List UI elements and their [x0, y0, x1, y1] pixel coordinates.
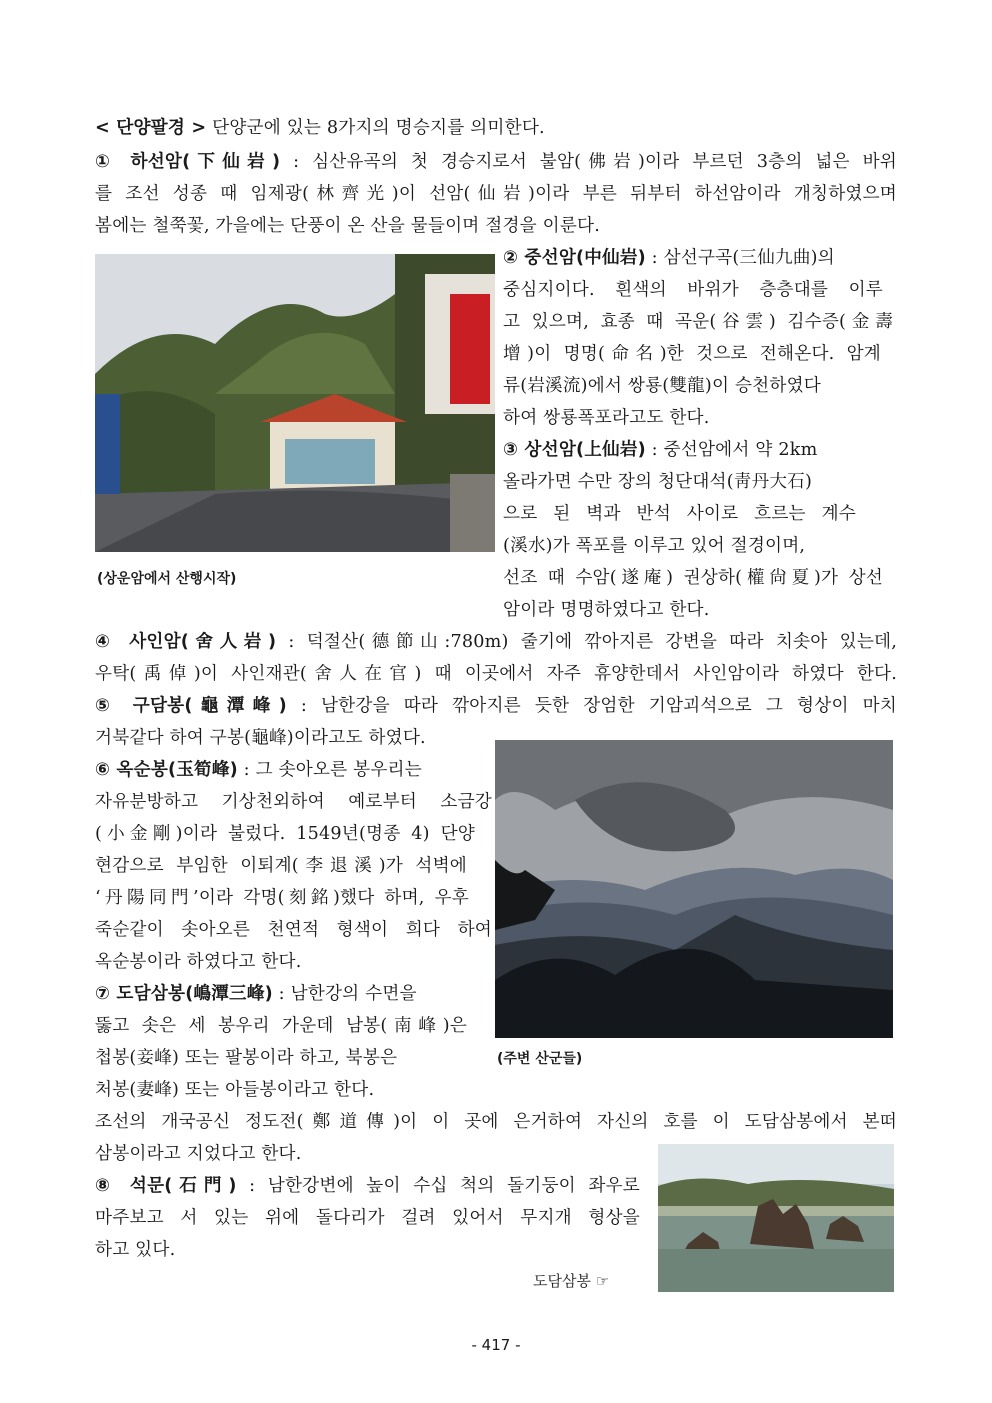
item-7-line-1	[95, 984, 475, 1004]
item-2-line-4: 增)이 명명(命名)한 것으로 전해온다. 암계	[503, 344, 881, 364]
item-2-line-6: 하여 쌍룡폭포라고도 한다.	[503, 408, 710, 428]
item-8-text: : 남한강변에 높이 수십 척의 돌기둥이 좌우로	[236, 1176, 640, 1196]
item-7-line-6: 삼봉이라고 지었다고 한다.	[95, 1144, 302, 1164]
item-7-heading: ⑦ 도담삼봉(嶋潭三峰)	[95, 984, 273, 1004]
item-3-line-3: 으로 된 벽과 반석 사이로 흐르는 계수	[503, 504, 856, 524]
item-4-line-2: 우탁(禹倬)이 사인재관(舍人在官) 때 이곳에서 자주 휴양한데서 사인암이라 하였다 한다.	[95, 664, 897, 684]
item-1-line-3: 봄에는 철쭉꽃, 가을에는 단풍이 온 산을 물들이며 절경을 이룬다.	[95, 216, 601, 236]
page-number: - 417 -	[471, 1336, 521, 1354]
item-6-line-5: ‘丹陽同門’이라 각명(刻銘)했다 하며, 우후	[95, 888, 469, 908]
item-1-text: : 심산유곡의 첫 경승지로서 불암(佛岩)이라 부르던 3층의 넓은 바위	[280, 152, 897, 172]
photo-dodamsambong	[658, 1144, 894, 1292]
item-7-line-2: 뚫고 솟은 세 봉우리 가운데 남봉(南峰)은	[95, 1016, 467, 1036]
item-6-line-4: 현감으로 부임한 이퇴계(李退溪)가 석벽에	[95, 856, 467, 876]
item-4-heading: ④ 사인암(舍人岩)	[95, 632, 277, 652]
item-3-line-5: 선조 때 수암(遂庵) 권상하(權尙夏)가 상선	[503, 568, 883, 588]
item-7-line-3: 첩봉(妾峰) 또는 팔봉이라 하고, 북봉은	[95, 1048, 398, 1068]
item-6-heading: ⑥ 옥순봉(玉筍峰)	[95, 760, 238, 780]
item-3-heading: ③ 상선암(上仙岩)	[503, 440, 646, 460]
intro-text: 단양군에 있는 8가지의 명승지를 의미한다.	[206, 118, 545, 138]
item-2-line-5: 류(岩溪流)에서 쌍룡(雙龍)이 승천하였다	[503, 376, 821, 396]
item-5-text: : 남한강을 따라 깎아지른 듯한 장엄한 기암괴석으로 그 형상이 마치	[286, 696, 897, 716]
item-4-text: : 덕절산(德節山:780m) 줄기에 깎아지른 강변을 따라 치솟아 있는데,	[276, 632, 898, 652]
item-3-line-4: (溪水)가 폭포를 이루고 있어 절경이며,	[503, 536, 806, 556]
item-1-line-2: 를 조선 성종 때 임제광(林齊光)이 선암(仙岩)이라 부른 뒤부터 하선암이라 개칭하였으며	[95, 184, 897, 204]
item-5-line-1	[95, 696, 897, 716]
item-7-text: : 남한강의 수면을	[272, 984, 417, 1004]
item-6-line-6: 죽순같이 솟아오른 천연적 형색이 희다 하여	[95, 920, 492, 940]
item-8-line-3: 하고 있다.	[95, 1240, 176, 1260]
item-6-line-2: 자유분방하고 기상천외하여 예로부터 소금강	[95, 792, 492, 812]
item-1-heading: ① 하선암(下仙岩)	[95, 152, 281, 172]
item-7-line-5: 조선의 개국공신 정도전(鄭道傳)이 이 곳에 은거하여 자신의 호를 이 도담삼봉에서 본떠	[95, 1112, 897, 1132]
item-2-text: : 삼선구곡(三仙九曲)의	[645, 248, 835, 268]
photo-sangunam-trailhead	[95, 254, 495, 552]
photo-2-caption: (주변 산군들)	[497, 1051, 583, 1067]
item-8-line-2: 마주보고 서 있는 위에 돌다리가 걸려 있어서 무지개 형상을	[95, 1208, 640, 1228]
item-2-line-3: 고 있으며, 효종 때 곡운(谷雲) 김수증(金壽	[503, 312, 893, 332]
item-3-line-6: 암이라 명명하였다고 한다.	[503, 600, 710, 620]
item-3-line-1	[503, 440, 883, 460]
section-title: < 단양팔경 >	[95, 118, 207, 138]
item-2-heading: ② 중선암(中仙岩)	[503, 248, 646, 268]
photo-3-caption: 도담삼봉 ☞	[533, 1272, 610, 1290]
item-2-line-1	[503, 248, 883, 268]
item-8-line-1	[95, 1176, 640, 1196]
item-6-line-3: (小金剛)이라 불렀다. 1549년(명종 4) 단양	[95, 824, 475, 844]
item-3-text: : 중선암에서 약 2km	[645, 440, 818, 460]
item-6-line-1	[95, 760, 485, 780]
item-7-line-4: 처봉(妻峰) 또는 아들봉이라고 한다.	[95, 1080, 375, 1100]
item-2-line-2: 중심지이다. 흰색의 바위가 층층대를 이루	[503, 280, 883, 300]
item-8-heading: ⑧ 석문(石門)	[95, 1176, 237, 1196]
item-5-heading: ⑤ 구담봉(龜潭峰)	[95, 696, 287, 716]
item-5-line-2: 거북같다 하여 구봉(龜峰)이라고도 하였다.	[95, 728, 426, 748]
item-6-text: : 그 솟아오른 봉우리는	[237, 760, 422, 780]
photo-surrounding-mountains	[495, 740, 893, 1038]
photo-1-caption: (상운암에서 산행시작)	[97, 571, 237, 587]
item-1-line-1	[95, 152, 897, 172]
item-6-line-7: 옥순봉이라 하였다고 한다.	[95, 952, 302, 972]
intro-line	[95, 118, 897, 138]
item-4-line-1	[95, 632, 897, 652]
item-3-line-2: 올라가면 수만 장의 청단대석(靑丹大石)	[503, 472, 813, 492]
